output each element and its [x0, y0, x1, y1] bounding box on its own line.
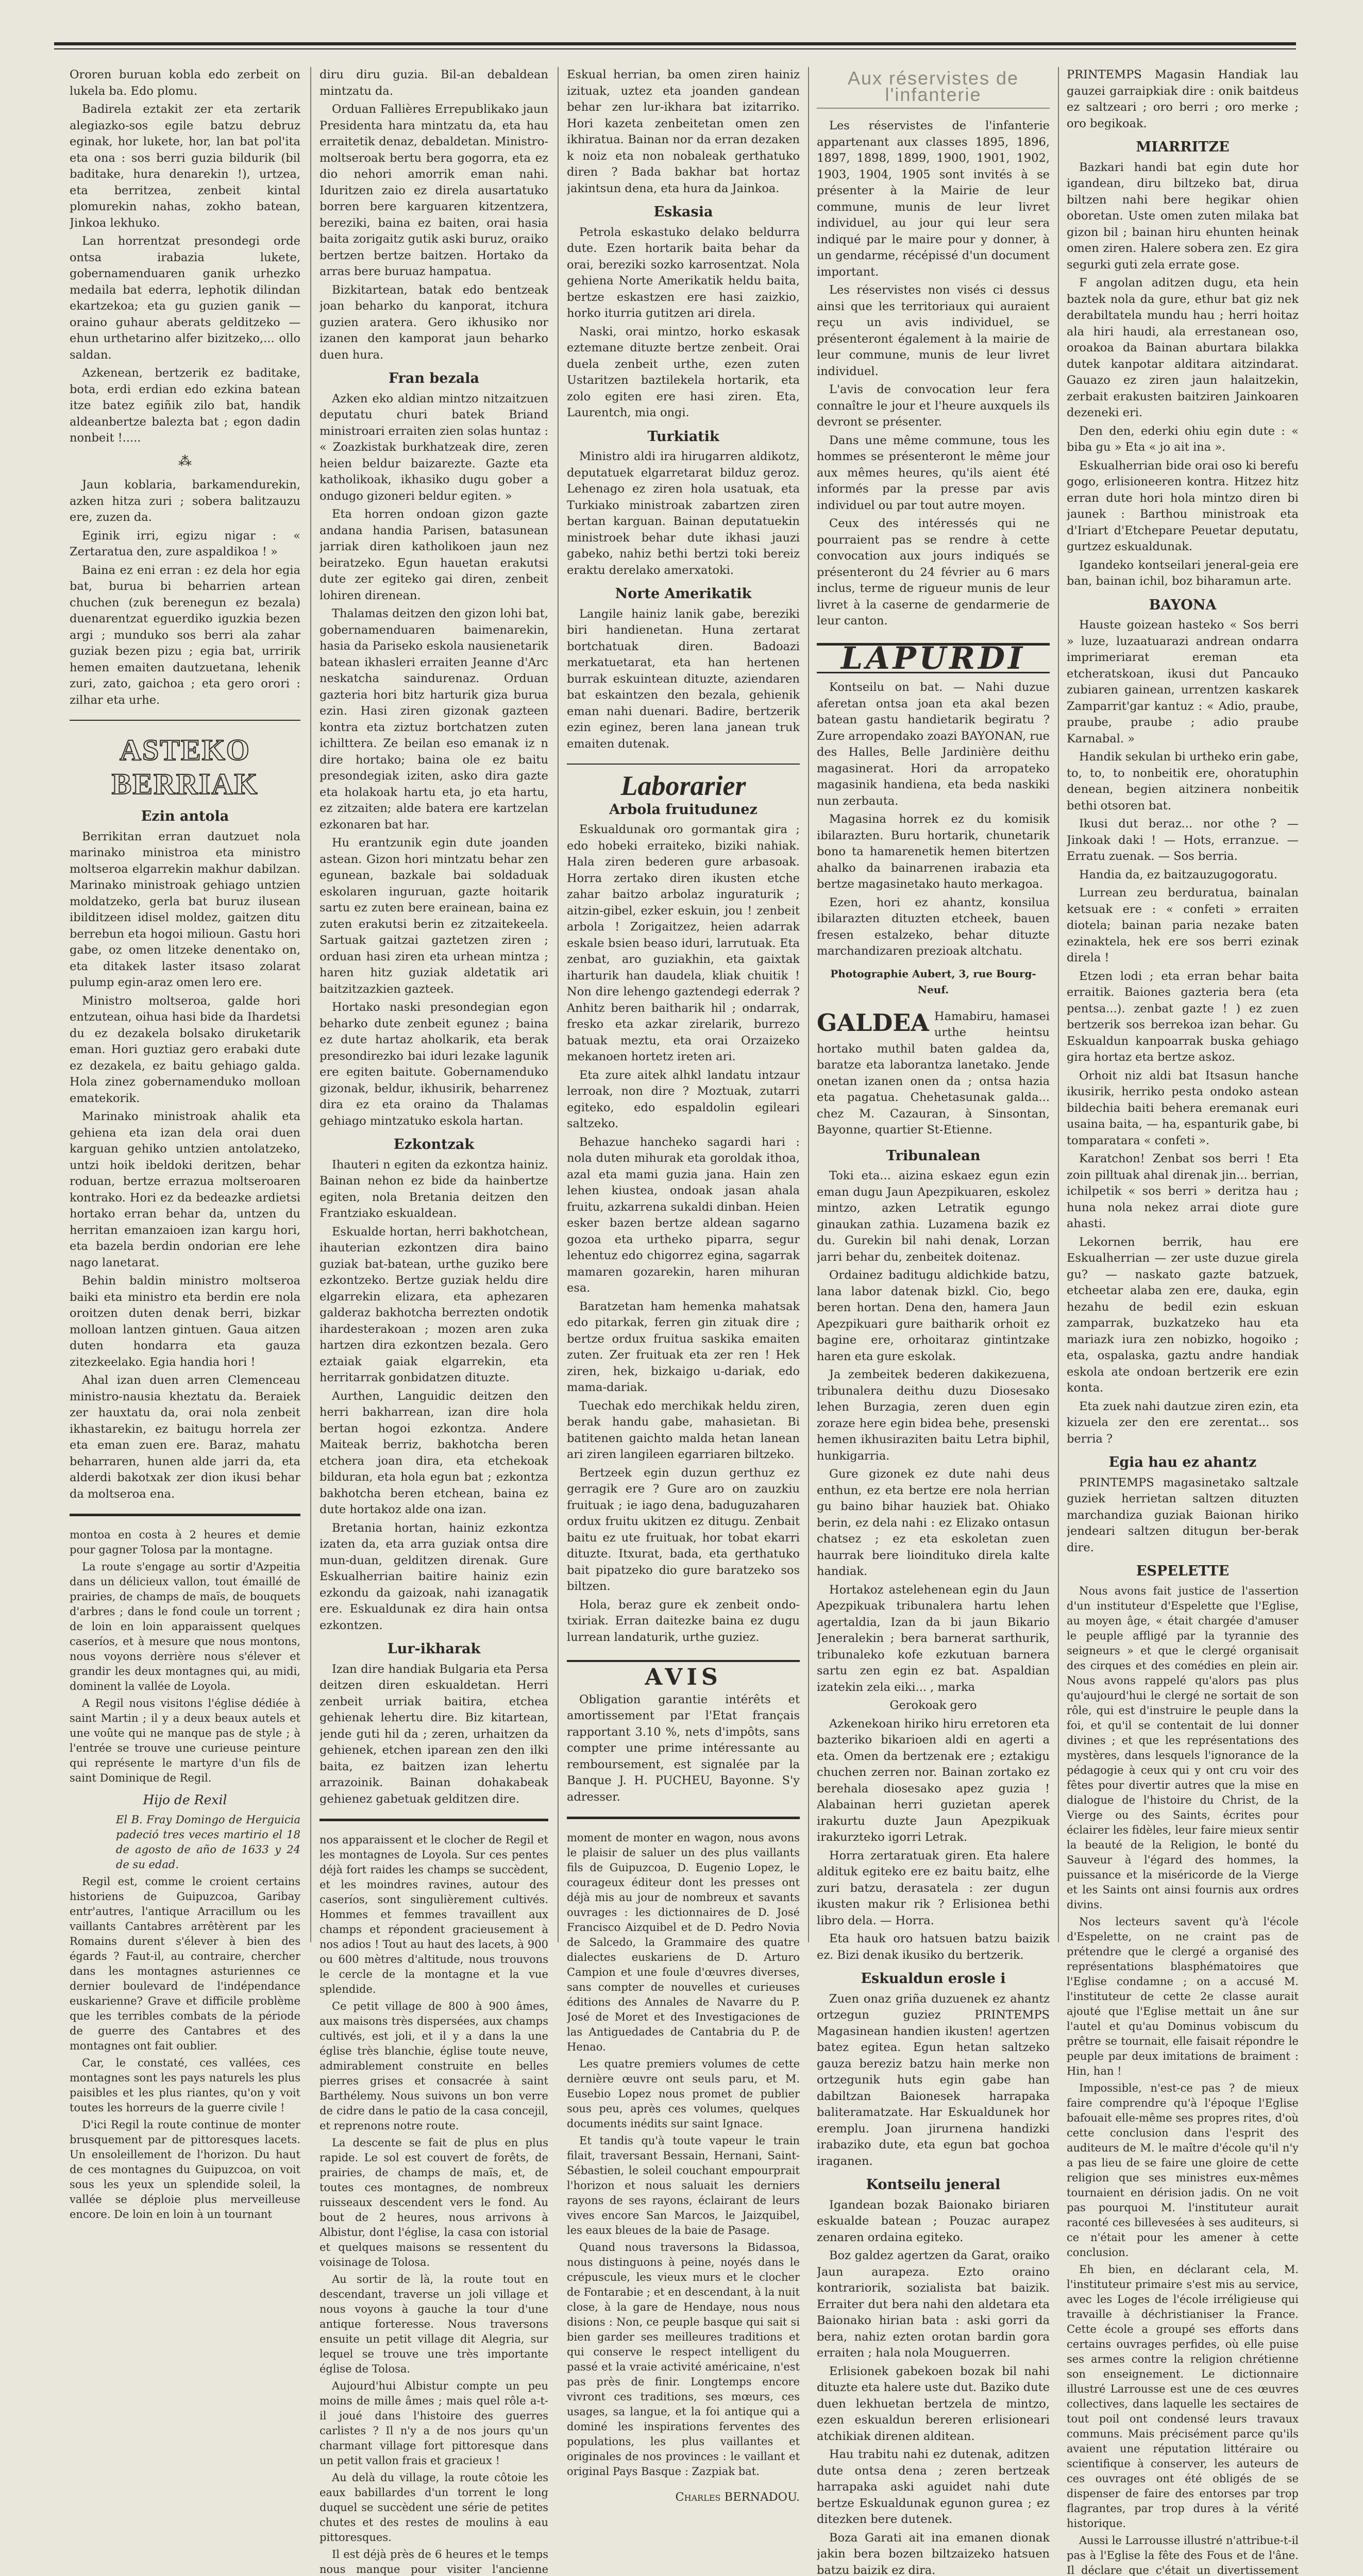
paragraph: Igandeko kontseilari jeneral-geia ere ban, bainan ichil, boz biharamun arte.	[1067, 557, 1299, 590]
paragraph: Boza Garati ait ina emanen dionak jakin bera bozen biltzaizeko hatsuen batzu baizik ez dira.	[817, 2530, 1050, 2576]
paragraph: PRINTEMPS Magasin Handiak lau gauzei garraipkiak dire : onik baitdeus ez saltzeari ; oro berri ; oro merke ; oro begikoak.	[1067, 67, 1299, 132]
paragraph: Hu erantzunik egin dute joanden astean. Gizon hori mintzatu behar zen egunean, bazkale bai soldaduak eskolaren inguruan, gazte hoitarik sartu ez zuten bere erainean, baina ez zuten erakutsi berin ez zitzaitekeela. Sartuak gaitzai gaztetzen ziren ; orduan hasi ziren eta urhean mintza ; haren hitz guziak aldetatik ari baitzitzazkien gazteek.	[319, 835, 548, 997]
paragraph: Aurthen, Languidic deitzen den herri bakharrean, izan dire hola bertan hogoi ezkontza. Andere Maiteak berriz, bakhotcha beren etchera joan dira, eta etchekoak bilduran, eta hola egun bat ; ezkontza bakhotcha beren etchean, baina ez dute hortakoz alde ona izan.	[319, 1388, 548, 1518]
paragraph: Marinako ministroak ahalik eta gehiena eta izan dela orai duen karguan gehiko untzien antolatzeko, untzi hoik ibeldoki deritzen, behar roduan, bertze errazua moltseroaren kontrako. Hori ez da bedeazke ardietsi hortako erran behar da, untzen du herritan emanzaioen izan kargu hori, eta bazela berdin ondorian ere lehe nago lanetarat.	[70, 1109, 300, 1271]
paragraph: Kontseilu on bat. — Nahi duzue aferetan ontsa joan eta akal bezen batean gastu handietarik begiratu ? Zure arropendako zoazi BAYONAN, rue des Halles, Belle Jardinière deithu magasinerat. Hori da arropateko magasinik handiena, eta beda naskiki nun zerbauta.	[817, 680, 1050, 809]
paragraph: Eginik irri, egizu nigar : « Zertaratua den, zure aspaldikoa ! »	[70, 528, 300, 561]
paragraph: Lekornen berrik, hau ere Eskualherrian — zer uste duzue girela gu? — naskato gazte batzuek, etcheetar alaba zen ere, dauka, egin hezahu de bedil ezin eskuan zamparrak, buzkatzeko hau eta mariazk iura zen nobizko, hogoiko ; eta, ospalaska, gaztu andre handiak eskola ate ondoan bertzerik ere ezin konta.	[1067, 1234, 1299, 1397]
paragraph: Eskualde hortan, herri bakhotchean, ihauterian ezkontzen dira baino guziak bat-batean, urthe guziko bere ezkontzeko. Bertze guziak heldu dire elgarrekin elizara, eta aphezaren galderaz bakhotcha berrezten ondotik ihardesterakoan ; mozen aren zuka hartzen dira ezkontzen bezala. Gero eztaiak gaiak elgarrekin, eta herritarrak gonbidatzen dituzte.	[319, 1224, 548, 1386]
paragraph: Behin baldin ministro moltseroa baiki eta ministro eta berdin ere nola oroitzen duten denak berri, bizkar molloan lantzen gintuen. Gaua aitzen duten hondarra eta gauza zitezkeelako. Egia handia hori !	[70, 1273, 300, 1370]
paragraph: Magasina horrek ez du komisik ibilarazten. Buru hortarik, chunetarik bono ta hamarenetik hemen bitertzen ahalko da bainarrenen irabazia eta bertze magasinetako hauto merkagoa.	[817, 811, 1050, 893]
paragraph: Jaun koblaria, barkamendurekin, azken hitza zuri ; sobera balitzauzu ere, zuzen da.	[70, 477, 300, 526]
signature: Charles BERNADOU.	[567, 2489, 800, 2506]
paragraph: Hortakoz astelehenean egin du Jaun Apezpikuak tribunalera hartu lehen agertaldia, Izan da bi jaun Bikario Jeneralekin ; bera barnerat sarthurik, tribunaleko kofe ezkutuan barnera sartu zen egin ez bat. Aspaldian izatekin zela eiki... , marka	[817, 1582, 1050, 1696]
paragraph: Ordainez baditugu aldichkide batzu, lana labor datenak bizkl. Cio, bego beren hortan. Dena den, hamera Jaun Apezpikuari gure baitharik orhoit ez bagine ere, orhoitaraz gintintzake haren eta gure eskolak.	[817, 1267, 1050, 1365]
paragraph: moment de monter en wagon, nous avons le plaisir de saluer un des plus vaillants fils de Guipuzcoa, D. Eugenio Lopez, le courageux éditeur dont les presses ont déjà mis au jour de nombreux et savants ouvrages : les dictionnaires de D. José Francisco Aizquibel et de D. Pedro Novia de Salcedo, la Grammaire des quatre dialectes euskariens de D. Arturo Campion et une foule d'œuvres diverses, sans compter de nouvelles et curieuses éditions des Annales de Navarre du P. José de Moret et des Investigaciones de las Antiguedades de Cantabria du P. de Henao.	[567, 1831, 800, 2055]
article-heading: Kontseilu jeneral	[817, 2177, 1050, 2193]
top-rule-thin	[54, 48, 1296, 49]
paragraph: Ikusi dut beraz... nor othe ? — Jinkoak daki ! — Hots, erranzue. — Erratu zuenak. — Sos berria.	[1067, 816, 1299, 865]
paragraph: Ahal izan duen arren Clemenceau ministro-nausia kheztatu da. Beraiek zer hauxtatu da, orai nola zenbeit ikhastarekin, ez baitugu horrela zer eta eman zuen ere. Baraz, mahatu beharraren, hunen alde jarri da, eta alderdi bakotxak zer dion ikusi behar da moltseroa ena.	[70, 1372, 300, 1502]
paragraph: Bazkari handi bat egin dute hor igandean, diru biltzeko bat, dirua biltzen nahi bere hegikar ohien oboretan. Uste omen zuten milaka bat gizon bil ; bainan hiru ehunten heinak omen ziren. Halere sobera zen. Ez gira segurki guti zela errate gose.	[1067, 160, 1299, 274]
paragraph: Naski, orai mintzo, horko eskasak eztemane dituzte bertze zenbeit. Orai duela zenbeit urthe, ezen zuten Ustaritzen baztilekela hortarik, eta zolo egiten ere hasi ziren. Eta, Laurentch, mia ongi.	[567, 324, 800, 421]
paragraph: Berrikitan erran dautzuet nola marinako ministroa eta ministro moltseroa elgarrekin makhur dabilzan. Marinako ministroak gehiago untzien moldatzeko, gerla bat buruz ilusean ibilditzeen idisel moldez, gaitzen ditu berrebun eta hogoi milioun. Gastu hori gabe, oz omen litzeke denentako on, eta ditakek laster itsaso zolarat pulump egin-araz omen lero ere.	[70, 829, 300, 991]
column-divider	[558, 67, 559, 1942]
paragraph: Nous avons fait justice de l'assertion d'un instituteur d'Espelette que l'Eglise, au moyen âge, « était chargée d'amuser le peuple affligé par la tyrannie des seigneurs » et que le clergé organisait des cirques et des comédies en plein air. Nous avons rappelé qu'alors pas plus qu'aujourd'hui le clergé ne sortait de son rôle, qui est d'instruire le peuple dans la foi, et qu'il se contentait de lui donner divines ; et que les représentations des mystères, dans lesquels l'ignorance de la pédagogie à ceux qui y ont cru voir des fêtes pour divertir autres que la mise en dialogue de l'histoire du Christ, de la Vierge ou des Saints, écrites pour éclairer les fidèles, leur faire mieux sentir la beauté de la Religion, le bonté du Sauveur à l'égard des hommes, la puissance et la miséricorde de la Vierge et les Saints ont ainsi fournis aux ordres divins.	[1067, 1584, 1299, 1912]
paragraph: Ceux des intéressés qui ne pourraient pas se rendre à cette convocation aux jours indiqués se présenteront du 24 février au 6 mars inclus, terme de rigueur munis de leur livret à la caserne de gendarmerie de leur canton.	[817, 516, 1050, 630]
paragraph: Den den, ederki ohiu egin dute : « biba gu » Eta « jo ait ina ».	[1067, 423, 1299, 456]
ad-text: Hamabiru, hamasei urthe heintsu hortako muthil baten galdea da, baratze eta laborantza lanetako. Jende onetan izanen onen da ; ontsa hazia eta pagatua. Chehetasunak galda... chez M. Cazauran, à Sinsontan, Bayonne, quartier St-Etienne.	[817, 1010, 1050, 1137]
section-rule	[70, 720, 300, 721]
paragraph: Horra zertaratuak giren. Eta halere aldituk egiteko ere ez baitu baitz, elhe zuri batzu, derasatela : zer dugun ikusten makur rik ? Erlisionea bethi libro dela. — Horra.	[817, 1848, 1050, 1929]
paragraph: Gure gizonek ez dute nahi deus enthun, ez eta bertze ere nola herrian gu baino bihar hauziek bat. Ohiako berin, ez dela nahi : ez Elizako ontasun chatsez ; ez eta eskoletan zuen haurrak bere lioindituko direla kalte handiak.	[817, 1466, 1050, 1580]
notice-heading: Aux réservistes de l'infanterie	[817, 70, 1050, 109]
paragraph: Ihauteri n egiten da ezkontza hainiz. Bainan nehon ez bide da hainbertze egiten, nola Bretania deitzen den Frantziako eskualdean.	[319, 1157, 548, 1222]
article-heading: Ezin antola	[70, 808, 300, 825]
column-divider	[1058, 67, 1059, 1942]
paragraph: Les réservistes non visés ci dessus ainsi que les territoriaux qui auraient reçu un avis individuel, se présenteront également à la mairie de leur commune, munis de leur livret individuel.	[817, 282, 1050, 380]
paragraph: Badirela eztakit zer eta zertarik alegiazko-sos egile batzu debruz eginak, hor lukete, hor, lan bat pol'ita eta ona : sos berri guzia bildurik (bil baditake, hura denarekin !), urtzea, eta berritzea, zenbeit kintal plomurekin nahas, zokho batean, Jinkoa lekhuko.	[70, 101, 300, 231]
paragraph: Quand nous traversons la Bidassoa, nous distinguons à peine, noyés dans le crépuscule, les vieux murs et le clocher de Fontarabie ; et en descendant, à la nuit close, à la gare de Hendaye, nous nous disions : Non, ce peuple basque qui sait si bien garder ses meilleures traditions et qui conserve le respect intelligent du passé et la vraie activité américaine, n'est pas près de finir. Longtemps encore vivront ces traditions, ses mœurs, ces usages, sa langue, et la foi antique qui a dominé les inspirations ferventes des populations, les plus vaillantes et originales de nos provinces : le vaillant et original Pays Basque : Zazpiak bat.	[567, 2240, 800, 2479]
paragraph: Les quatre premiers volumes de cette dernière œuvre ont seuls paru, et M. Eusebio Lopez nous promet de publier sous peu, après ces volumes, quelques documents inédits sur saint Ignace.	[567, 2057, 800, 2131]
article-heading: Lur-ikharak	[319, 1641, 548, 1657]
notice-title: AVIS	[567, 1660, 800, 1686]
article-heading: Ezkontzak	[319, 1137, 548, 1153]
paragraph: Langile hainiz lanik gabe, bereziki biri handienetan. Huna zertarat bortchatuak diren. Badoazi merkatuetarat, eta han hertenen burrak eskuintean dituzte, aziendaren bat eskaintzen den bezala, gehienik eman nahi duenari. Badire, bertzerik ezin eginez, beren lana janean truk emaiten dutenak.	[567, 606, 800, 753]
paragraph: Gerokoak gero	[817, 1698, 1050, 1714]
section-rule	[567, 764, 800, 765]
paragraph: Regil est, comme le croient certains historiens de Guipuzcoa, Garibay entr'autres, l'antique Arracillum ou les vaillants Cantabres arrêtèrent par les Romains durent s'élever à bien des égards ? Faut-il, au contraire, chercher dans les montagnes asturiennes ce dernier boulevard de l'indépendance euskarienne? Grave et difficile problème que les terribles combats de la période de guerre des Cantabres et des montagnes ont fait oublier.	[70, 1874, 300, 2054]
paragraph: Zuen onaz griña duzuenek ez ahantz ortzegun guziez PRINTEMPS Magasinean handien ikusten! agertzen batez egitea. Egun hetan saltzeko gauza bereziz batzu hain merke non ortzegunik huts egin gabe han dabiltzan Baionesek harrapaka baliteramatzate. Har Eskualdunek hor eremplu. Joan jirurnena handizki irabaziko dute, eta egun bat gochoa iraganen.	[817, 1991, 1050, 2170]
column-divider	[808, 67, 809, 1942]
paragraph: Izan dire handiak Bulgaria eta Persa deitzen diren eskualdetan. Herri zenbeit urriak baitira, etchea gehienak lehertu dire. Biz kitartean, jende guti hil da ; zeren, urhaitzen da gehienek, etchen iparean zen den ilki baita, ez baitzen izan lehertu arrazoinik. Bainan dohakabeak gehienez gabetuak gelditzen dire.	[319, 1662, 548, 1808]
paragraph: Toki eta... aizina eskaez egun ezin eman dugu Jaun Apezpikuaren, eskolez mintzo, azken Letratik egungo ginaukan zathia. Luzamena bazik ez du. Gurekin bil nahi denak, Lorzan jarri behar du, zenbeitek doitenaz.	[817, 1168, 1050, 1265]
paragraph: Hauste goizean hasteko « Sos berri » luze, luzaatuarazi andrean ondarra imprimeriarat ereman eta etcheratskoan, ikusi dut Pancauko zubiaren gainean, urrentzen kaskarek Zamparrit'gar kantuz : « Adio, praube, praube, praube ; adio praube Karnabal. »	[1067, 617, 1299, 747]
paragraph: Et tandis qu'à toute vapeur le train filait, traversant Bessain, Hernani, Saint-Sébastien, le soleil couchant empourprait l'horizon et nous saluait les derniers rayons de ses rayons, éclairant de leurs vives encore San Marcos, le Jaizquibel, les eaux bleues de la baie de Pasage.	[567, 2133, 800, 2238]
section-rule	[319, 1819, 548, 1821]
paragraph: Eta zure aitek alhkl landatu intzaur lerroak, non dire ? Moztuak, zutarri egiteko, edo espaldolin egileari saltzeko.	[567, 1067, 800, 1132]
column-5	[1067, 67, 1299, 2576]
paragraph: Azkenekoan hiriko hiru erretoren eta bazteriko bikarioen aldi en agerti a eta. Omen da bertzenak ere ; eztakigu chuchen zerren nor. Bainan zortako ez berehala diosesako apez guzia ! Alabainan herri guzietan aperek irakurtu duzte Jaun Apezpikuak irakurzteko igorri Letrak.	[817, 1716, 1050, 1846]
paragraph: Ororen buruan kobla edo zerbeit on lukela ba. Edo plomu.	[70, 67, 300, 99]
paragraph: Eta horren ondoan gizon gazte andana handia Parisen, batasunean jarriak diren katholikoen jaun nez beiratzeko. Egun hauetan erakutsi dute zer egiteko gai diren, zenbeit lohiren direnean.	[319, 506, 548, 604]
article-heading: Eskualdun erosle i	[817, 1971, 1050, 1987]
article-heading: Tribunalean	[817, 1148, 1050, 1164]
section-rule	[70, 1514, 300, 1516]
paragraph: Baratzetan ham hemenka mahatsak edo pitarkak, ferren gin zituak dire ; bertze ordux fruitua saskika emaiten zuten. Zer fruituak eta zer ren ! Hek ziren, hek, bizkaigo u-dariak, edo mama-dariak.	[567, 1299, 800, 1396]
paragraph: Aussi le Larrousse illustré n'attribue-t-il pas à l'Eglise la fête des Fous et de l'âne. Il déclare que c'était un divertissement	[1067, 2533, 1299, 2576]
paragraph: Les réservistes de l'infanterie appartenant aux classes 1895, 1896, 1897, 1898, 1899, 1900, 1901, 1902, 1903, 1904, 1905 sont invités à se présenter à la Mairie de leur commune, munis de leur livret individuel, au jour qui leur sera indiqué par le maire pour y donner, à un gendarme, récépissé d'un document important.	[817, 118, 1050, 280]
paragraph: L'avis de convocation leur fera connaître le jour et l'heure auxquels ils devront se présenter.	[817, 382, 1050, 431]
paragraph: Eh bien, en déclarant cela, M. l'instituteur primaire s'est mis au service, avec les Loges de l'école irréligieuse qui travaille à déchristianiser la France. Cette école a groupé ses efforts dans certains ouvrages perfides, où elle puise ses armes contre la religion chrétienne son enseignement. Le dictionnaire illustré Larrousse est une de ces œuvres collectives, dans laquelle les sectaires de tout poil ont condensé leurs travaux communs. Mais précisément parce qu'ils avaient une réputation littéraire ou scientifique à conserver, les auteurs de ces ouvrages ont été obligés de se dispenser de faire des entorses par trop flagrantes, par trop dures à la vérité historique.	[1067, 2262, 1299, 2531]
column-divider	[310, 67, 311, 1942]
paragraph: Lan horrentzat presondegi orde ontsa irabazia lukete, gobernamenduaren ganik urhezko medaila bat ederra, lephotik dilindan ekartzekoa; eta gu guzien ganik — oraino guhaur aberats gelditzeko — ehun urthetarino alfer bizitzeko,... ollo saldan.	[70, 233, 300, 363]
paragraph: Petrola eskastuko delako beldurra dute. Ezen hortarik baita behar da orai, bereziki sozko karrosentzat. Nola gehiena Norte Amerikatik heldu baita, bertze eskastzen ere hasi zaizkio, horko iturria gutitzen ari direla.	[567, 225, 800, 322]
article-heading: Arbola fruitudunez	[567, 802, 800, 818]
paragraph: Au delà du village, la route côtoie les eaux babillardes d'un torrent le long duquel se succèdent une série de petites chutes et des restes de moulins à eau pittoresques.	[319, 2470, 548, 2545]
section-title: ASTEKO BERRIAK	[70, 733, 300, 801]
paragraph: La route s'engage au sortir d'Azpeitia dans un délicieux vallon, tout émaillé de prairies, de champs de maïs, de bouquets d'arbres ; dans le fond coule un torrent ; de loin en loin apparaissent quelques caseríos, et à mesure que nous montons, nous voyons derrière nous s'élever et grandir les deux montagnes qui, au midi, dominent la vallée de Loyola.	[70, 1560, 300, 1694]
paragraph: A Regil nous visitons l'église dédiée à saint Martin ; il y a deux beaux autels et une voûte qui ne manque pas de style ; à l'entrée se trouve une curieuse peinture qui représente le martyre d'un fils de saint Dominique de Regil.	[70, 1696, 300, 1786]
paragraph: Handik sekulan bi urtheko erin gabe, to, to, to nonbeitik ere, ohoratuphin denean, begien aitzinera nonbeitik bethi otsoren bat.	[1067, 749, 1299, 814]
paragraph: Eskual herrian, ba omen ziren hainiz izituak, uztez eta joanden gandean behar zen lur-ikhara bat izitarriko. Hori kazeta zenbeitetan omen zen ikhiratua. Bainan nor da erran dezaken k noiz eta non nobaleak gerthatuko diren ? Bada bakhar bat hortaz jakintsun dena, eta hura da Jainkoa.	[567, 67, 800, 197]
column-4	[817, 67, 1050, 2576]
paragraph: Eta zuek nahi dautzue ziren ezin, eta kizuela zer den ere zerentat... sos berria ?	[1067, 1399, 1299, 1448]
paragraph: Orduan Fallières Errepublikako jaun Presidenta hara mintzatu da, eta hau erraitetik denaz, debaldetan. Ministro-moltseroak bertu bera gogorra, eta ez dio nehori amorrik eman nahi. Iduritzen zaio ez direla ausartatuko borren bere karguaren kitzentzera, bereziki, baina ez baiten, orai hasia baita zorigaitz gutik aski buruz, oraiko bertzen bertze baitzen. Hortako da arras bere buruaz hampatua.	[319, 101, 548, 280]
paragraph: Karatchon! Zenbat sos berri ! Eta zoin pilltuak ahal direnak jin... berrian, ichilpetik « sos berri » deritza hau ; huna nola nekez arrai diote gure ahasti.	[1067, 1151, 1299, 1232]
column-1	[70, 67, 300, 2224]
column-2	[319, 67, 548, 2576]
article-heading: BAYONA	[1067, 597, 1299, 614]
paragraph: Obligation garantie intérêts et amortissement par l'Etat français rapportant 3.10 %, nets d'impôts, sans compter une prime intéressante au remboursement, est signalée par la Banque J. H. PUCHEU, Bayonne. S'y adresser.	[567, 1692, 800, 1806]
article-heading: Norte Amerikatik	[567, 586, 800, 602]
section-rule	[567, 1817, 800, 1819]
paragraph: Ezen, hori ez ahantz, konsilua ibilarazten dituzten etcheek, bauen fresen estalzeko, behar dituzte marchandizaren prezioak altchatu.	[817, 895, 1050, 960]
article-heading: Turkiatik	[567, 429, 800, 445]
article-heading: Eskasia	[567, 204, 800, 221]
paragraph: Eta hauk oro hatsuen batzu baizik ez. Bizi denak ikusiko du bertzerik.	[817, 1931, 1050, 1963]
paragraph: Il est déjà près de 6 heures et le temps nous manque pour visiter l'ancienne	[319, 2547, 548, 2576]
poem-title: Hijo de Rexil	[70, 1792, 300, 1808]
paragraph: PRINTEMPS magasinetako saltzale guziek herrietan saltzen dituzten marchandiza guziak Baionan hiriko jendeari saltzen ditugun ber-berak dire.	[1067, 1475, 1299, 1556]
paragraph: D'ici Regil la route continue de monter brusquement par de pittoresques lacets. Un ensoleillement de l'horizon. Du haut de ces montagnes du Guipuzcoa, on voit sous les yeux un splendide soleil, la vallée se déploie plus merveilleuse encore. De loin en loin à un tournant	[70, 2117, 300, 2222]
paragraph: Azken eko aldian mintzo nitzaitzuen deputatu churi batek Briand ministroari erraiten zien solas huntaz : « Zoazkistak burkhatzeak dire, zeren heien beldur baizarezte. Gazte eta katholikoak, ikhasiko dugu gober a ondugo gizoneri beldur egiten. »	[319, 391, 548, 505]
paragraph: Ministro aldi ira hirugarren aldikotz, deputatuek elgarretarat bilduz geroz. Lehenago ez ziren hola usatuak, eta Turkiako ministroak zabartzen ziren bertan karguan. Bainan deputatuekin ministroek behar dute ikhasi jauzi gabeko, nahiz bethi bertzi toki bereiz eraktu derelako amerxatoki.	[567, 449, 800, 579]
paragraph: Impossible, n'est-ce pas ? de mieux faire comprendre qu'à l'époque l'Eglise bafouait elle-même ses propres rites, d'où cette conclusion dans l'esprit des auditeurs de M. le maître d'école qu'il n'y a pas lieu de se faire une gloire de cette religion que ses ministres eux-mêmes tournaient en dérision jadis. On ne voit pas pourquoi M. l'instituteur aurait raconté ces billevesées à ses auditeurs, si ce n'était pour les amener à cette conclusion.	[1067, 2081, 1299, 2260]
paragraph: Hau trabitu nahi ez dutenak, aditzen dute ontsa dena ; zeren bertzeak harrapaka aski aguidet nahi dute bertze Eskualdunak egunon gurea ; ez ditezken bere dutenek.	[817, 2447, 1050, 2528]
paragraph: Bizkitartean, batak edo bentzeak joan beharko du kanporat, itchura guzien aratera. Gero ikhusiko nor izanen den kamporat jaun beharko duen hura.	[319, 282, 548, 364]
paragraph: Handia da, ez baitzauzugogoratu.	[1067, 867, 1299, 884]
paragraph: Azkenean, bertzerik ez baditake, bota, erdi erdian edo ezkina batean itze batez egiñik zilo bat, handik aldeanbertze balezta bat ; egon dadin nonbeit !.....	[70, 365, 300, 447]
paragraph: Aujourd'hui Albistur compte un peu moins de mille âmes ; mais quel rôle a-t-il joué dans l'histoire des guerres carlistes ? Il n'y a de nos jours qu'un charmant village fort pittoresque dans un petit vallon frais et gracieux !	[319, 2379, 548, 2468]
paragraph: Baina ez eni erran : ez dela hor egia bat, burua bi beharrien artean chuchen (zuk berenegun ez bezala) duenarentzat eguerdiko iguzkia bezen argi ; munduko sos berri ala zahar guziak bezen pizu ; egia bat, urririk hemen emaiten dautzuetana, lehenik zuri, zato, gaichoa ; eta gero orori : zilhar eta urhe.	[70, 563, 300, 709]
paragraph: Behazue hancheko sagardi hari : nola duten mihurak eta goroldak ithoa, azal eta mami guzia jana. Hain zen lehen kiustea, ondoak jasan ahala fruitu, azkarrena sukaldi dinban. Heien esker bazen bertze aldean sagarno gozoa eta urtheko piparra, segur lehentuz edo chigorrez egina, sagarrak mamaren gozarekin, haren mihuran esa.	[567, 1134, 800, 1297]
paragraph: Au sortir de là, la route tout en descendant, traverse un joli village et nous voyons à gauche la tour d'une antique forteresse. Nous traversons ensuite un petit village dit Alegria, sur lequel se trouve une très importante église de Tolosa.	[319, 2272, 548, 2377]
paragraph: Tuechak edo merchikak heldu ziren, berak handu gabe, mahasietan. Bi batitenen gaichto malda hetan lanean ari ziren langileen egarriaren biltzeko.	[567, 1398, 800, 1463]
paragraph: nos apparaissent et le clocher de Regil et les montagnes de Loyola. Sur ces pentes déjà fort raides les champs se succèdent, et les moindres ravines, autour des caseríos, sont singulièrement cultivés. Hommes et femmes travaillent aux champs et répondent gracieusement à nos adios ! Tout au haut des lacets, à 900 ou 600 mètres d'altitude, nous trouvons le cercle de la montagne et la vue splendide.	[319, 1833, 548, 1997]
section-title: Laborarier	[567, 778, 800, 794]
article-heading: Fran bezala	[319, 370, 548, 387]
paragraph: Bretania hortan, hainiz ezkontza izaten da, eta arra guziak ontsa dire mun-duan, gelditzen direnak. Gure Eskualherrian baitire hainiz ezin ezkondu da gaizoak, nahi izanagatik ere. Eskualdunak ez dira hain ontsa ezkontzen.	[319, 1520, 548, 1634]
paragraph: F angolan aditzen dugu, eta hein baztek nola da gure, ethur bat giz nek derabiltatela mundu hau ; herri hoitaz ala hiri haudi, ala errestanean oso, oroakoa da Bainan aburtara bilakka dutek kanpotar alditara aitzindarat. Gauazo ez ziren jaun halaitzekin, zerbait erakusten baitziren Jainkoaren dezeneki eri.	[1067, 275, 1299, 421]
paragraph: Eskualdunak oro gormantak gira ; edo hobeki erraiteko, biziki nahiak. Hala ziren bederen gure arbasoak. Horra zertako diren ikusten etche zahar baitzo arbolaz inguraturik ; aitzin-gibel, ezker eskuin, jou ! zenbeit arbola ! Zorigaitzez, heien adarrak eskale bsien beaso iduri, larrutuak. Eta zenbat, aro guziakhin, eta gaixtak iharturik han daudela, kliak chuitik ! Non dire lehengo gaztendegi ederrak ? Anhitz beren baitharik hil ; ondarrak, fresko eta azkar zirelarik, burrezo batuak meztu, eta orai Orzaizeko mekanoen hortetz ireten ari.	[567, 822, 800, 1065]
paragraph: Lurrean zeu berduratua, bainalan ketsuak ere : « confeti » erraiten diotela; bainan paria nezake baten ezinaktela, hek ere sos berri ezinak direla !	[1067, 885, 1299, 967]
top-rule	[54, 42, 1296, 45]
paragraph: Ministro moltseroa, galde hori entzutean, oihua hasi bide da Ihardetsi du ez dezakela bolsako diruketarik eman. Hori guztiaz gero erabaki dute ez dezakela, ez baitu gehiago galda. Hola zinez gobernamenduko molloan ematekorik.	[70, 993, 300, 1107]
column-3	[567, 67, 800, 2506]
classified-ad	[817, 1009, 1050, 1139]
paragraph: montoa en costa à 2 heures et demie pour gagner Tolosa par la montagne.	[70, 1528, 300, 1557]
article-heading: ESPELETTE	[1067, 1563, 1299, 1580]
article-heading: Egia hau ez ahantz	[1067, 1454, 1299, 1471]
paragraph: La descente se fait de plus en plus rapide. Le sol est couvert de forêts, de prairies, de champs de maïs, et, de toutes ces montagnes, de nombreux ruisseaux descendent vers le fond. Au bout de 2 heures, nous arrivons à Albistur, dont l'église, la casa con istorial et quelques maisons se ressentent du voisinage de Tolosa.	[319, 2136, 548, 2270]
separator-asterism: ⁂	[70, 454, 300, 470]
paragraph: Nos lecteurs savent qu'à l'école d'Espelette, on ne craint pas de prétendre que le clergé a organisé des représentations blasphématoires que l'Eglise condamne ; on a accusé M. l'instituteur de cette 2e classe aurait ajouté que l'Eglise mettait un âne sur l'autel et qu'au Dominus vobiscum du prêtre se tournait, elle faisait répondre le peuple par deux imitations de braiment : Hin, han !	[1067, 1914, 1299, 2079]
paragraph: diru diru guzia. Bil-an debaldean mintzatu da.	[319, 67, 548, 99]
paragraph: Bertzeek egin duzun gerthuz ez gerragik ere ? Gure aro on zauzkiu fruituak ; ie iago dena, baduguzaharen ordux fruitu ukitzen ez ditugu. Zenbait baitu ez ute fruituak, hor tobat ekarri dituzte. Itxurat, bada, eta gerthatuko bait pipatzeko dio gure baratzeko sos biltzen.	[567, 1465, 800, 1595]
paragraph: Ja zembeitek bederen dakikezuena, tribunalera deithu duzu Diosesako lehen Burzagia, zeren duen egin zoraze here egin bidea behe, presenski hemen ikhusiraziten baitu Letra biphil, hunkigarria.	[817, 1367, 1050, 1464]
article-heading: MIARRITZE	[1067, 139, 1299, 156]
paragraph: Dans une même commune, tous les hommes se présenteront le même jour aux mêmes heures, qu'ils aient été informés par la presse par avis individuel ou par tout autre moyen.	[817, 433, 1050, 514]
paragraph: Hola, beraz gure ek zenbeit ondo-txiriak. Erran daitezke baina ez dugu lurrean landaturik, urthe guziez.	[567, 1597, 800, 1646]
paragraph: Orhoit niz aldi bat Itsasun hanche ikusirik, herriko pesta ondoko astean bildechia baiti behera eremanak euri usaina baita, — ha, espanturik gabe, bi tomparatara « confeti ».	[1067, 1068, 1299, 1149]
paragraph: Etzen lodi ; eta erran behar baita erraitik. Baiones gazteria bera (eta pentsa...). zenbat gazte ! ) ez zuen bertzerik sos berrekoa izan behar. Gu Eskualdun kanpoarrak buska gehiago gira hortaz eta bertze askoz.	[1067, 969, 1299, 1066]
paragraph: Car, le constaté, ces vallées, ces montagnes sont les pays naturels les plus paisibles et les plus riantes, qu'on y voit toutes les horreurs de la guerre civile !	[70, 2056, 300, 2115]
ad-heading: GALDEA	[817, 1011, 929, 1035]
advertisement-line: Photographie Aubert, 3, rue Bourg-Neuf.	[817, 966, 1050, 998]
paragraph: Boz galdez agertzen da Garat, oraiko Jaun aurapeza. Ezto oraino kontrariorik, sozialista bat baizik. Erraiter dut bera nahi den aldetara eta Baionako hirian bata : aski gorri da bera, nahiz ezten orotan bardin gora erraiten ; hala nola Mouguerren.	[817, 2248, 1050, 2362]
paragraph: Thalamas deitzen den gizon lohi bat, gobernamenduaren baimenarekin, hasia da Pariseko eskola nausienetarik batean ikhasleri erraiten Jeanne d'Arc neskatcha saindurenaz. Orduan gazteria hori bitz harturik giza burua ezin. Hasi ziren gizonak gazteen kontra eta ziztuz bortchatzen zuten ichilttera. Ze beilan eso emanak iz n dire hortako; baina ole ez baitu presondegiak iziten, asko dira gazte eta holakoak hartu eta, jo eta hartu, ez zitzaiten; alde batera ere kartzelan ezkonaren bat har.	[319, 606, 548, 833]
poem-text: El B. Fray Domingo de Herguicia padeció tres veces martirio el 18 de agosto de año de 1633 y 24 de su edad.	[70, 1812, 300, 1872]
paragraph: Erlisionek gabekoen bozak bil nahi dituzte eta halere uste dut. Baziko dute duen lekhuetan bertzela de mintzo, ezen eskualdun bereren erlisioneari atchikiak direnen alditean.	[817, 2364, 1050, 2445]
paragraph: Igandean bozak Baionako biriaren eskualde batean ; Pouzac aurapez zenaren ordaina egiteko.	[817, 2197, 1050, 2246]
section-title: LAPURDI	[817, 643, 1050, 674]
paragraph: Ce petit village de 800 à 900 âmes, aux maisons très dispersées, aux champs cultivés, est joli, et il y a dans la une église très blanchie, église toute neuve, admirablement construite en belles pierres grises et consacrée à saint Barthélemy. Nous suivons un bon verre de cidre dans le patio de la casa concejil, et reprenons notre route.	[319, 1999, 548, 2133]
paragraph: Eskualherrian bide orai oso ki berefu gogo, erlisioneeren kontra. Hitzez hitz erran dute hori hola mintzo diren bi jaunek : Barthou ministroak eta d'Iriart d'Etchepare Peuetar deputatu, gurtzez eskualdunak.	[1067, 458, 1299, 555]
paragraph: Hortako naski presondegian egon beharko dute zenbeit egunez ; baina ez dute hartaz aholkarik, eta berak presondirezko bai iduri lezake lagunik ere egiten baitute. Gobernamenduko gizonak, beldur, ikhusirik, beharrenez dira ez eta oraino da Thalamas gehiago mintzatuko eskola hartan.	[319, 999, 548, 1129]
